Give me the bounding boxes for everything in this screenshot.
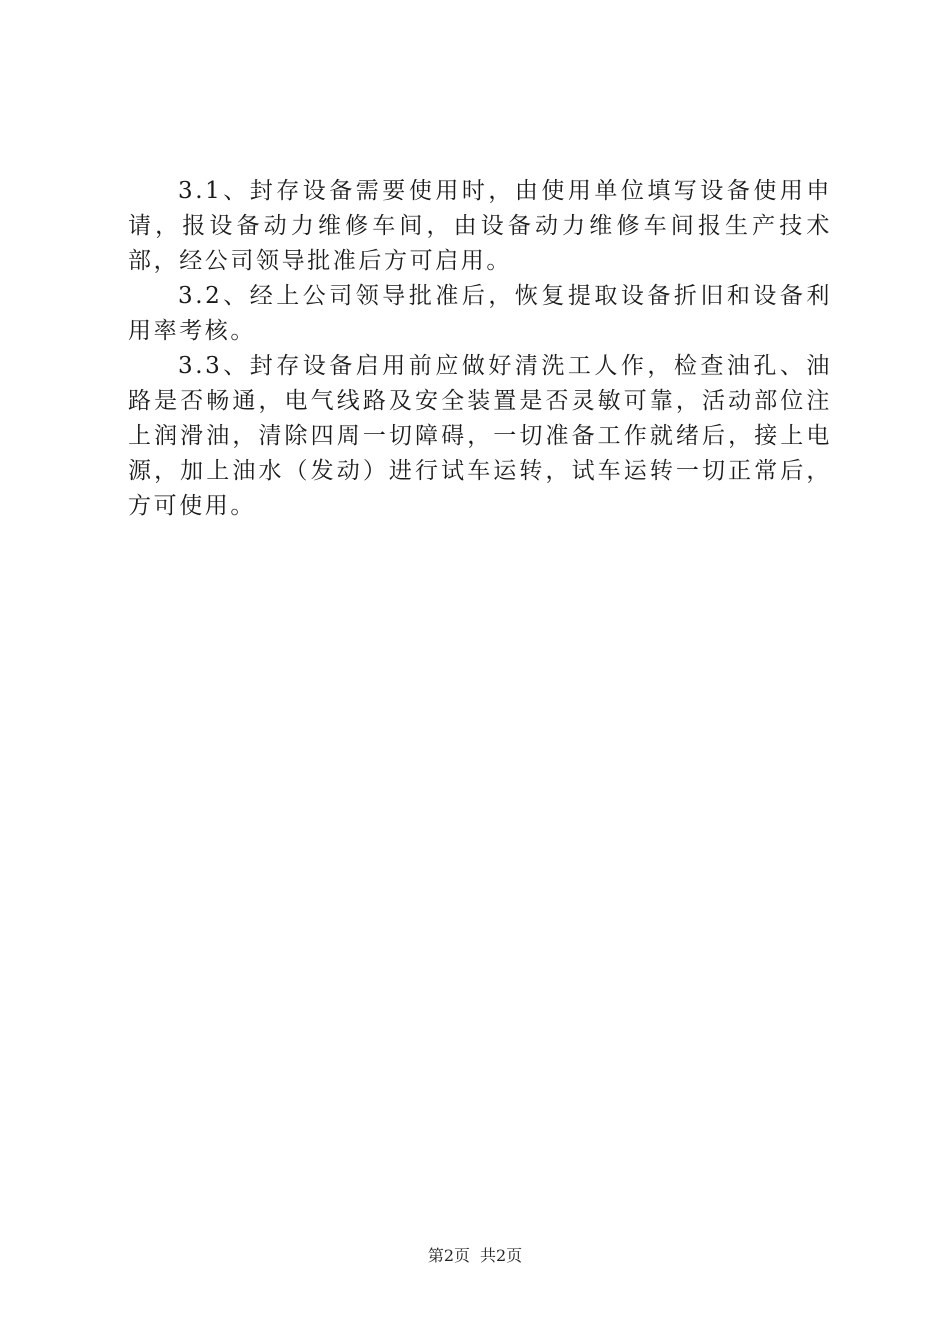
document-body [128,174,832,524]
page-number-current: 第2页 [427,1246,470,1265]
paragraph-3-1: 3.1、封存设备需要使用时，由使用单位填写设备使用申请，报设备动力维修车间，由设备动力维修车间报生产技术部，经公司领导批准后方可启用。 [128,178,832,274]
page-number-total: 共2页 [480,1246,523,1265]
paragraph-3-3: 3.3、封存设备启用前应做好清洗工人作，检查油孔、油路是否畅通，电气线路及安全装置是否灵敏可靠，活动部位注上润滑油，清除四周一切障碍，一切准备工作就绪后，接上电源，加上油水（发动）进行试车运转，试车运转一切正常后，方可使用。 [128,353,832,519]
paragraph-3-2: 3.2、经上公司领导批准后，恢复提取设备折旧和设备利用率考核。 [128,283,832,344]
page-footer [0,1243,950,1266]
